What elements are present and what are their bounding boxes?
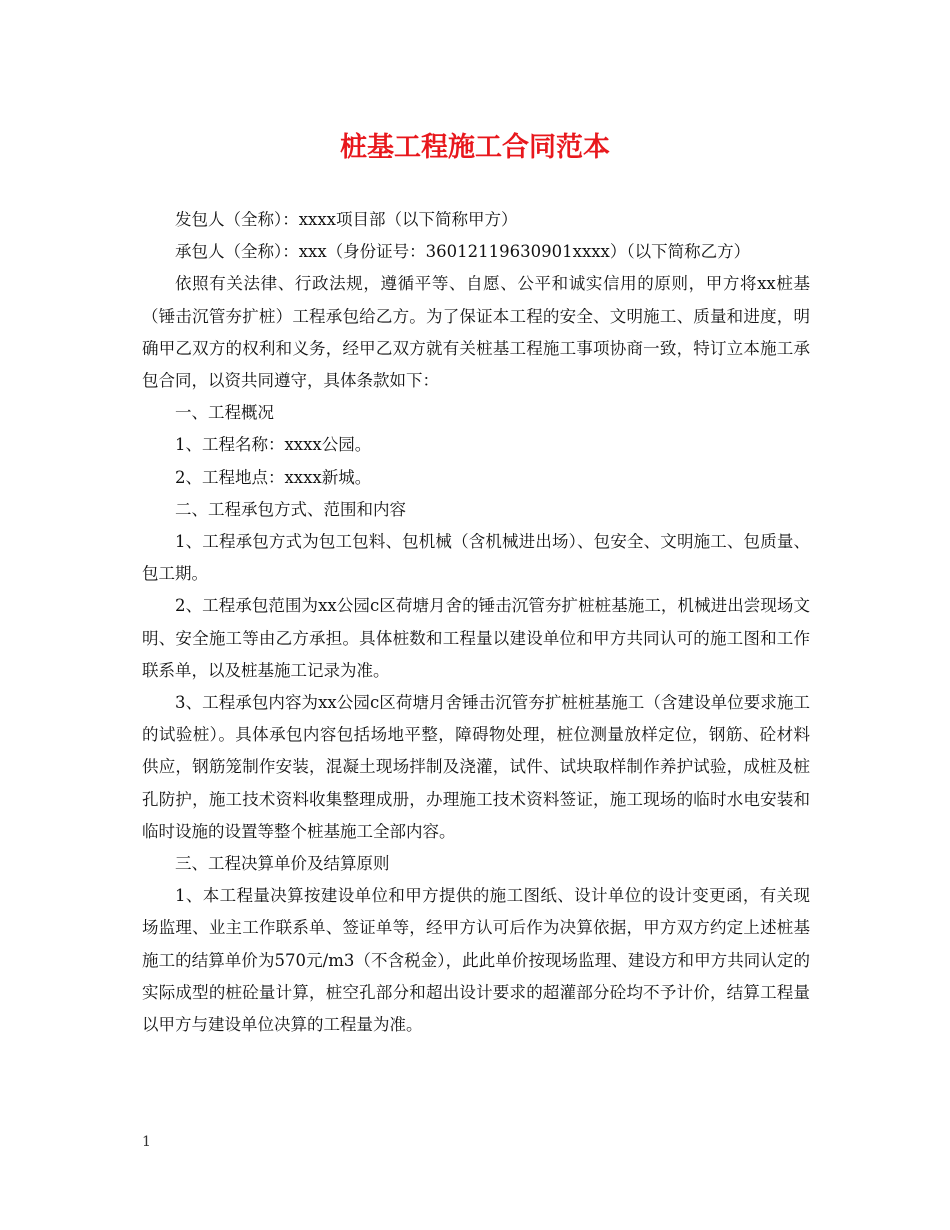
page-number: 1 bbox=[142, 1134, 151, 1150]
paragraph-project-name: 1、工程名称：xxxx公园。 bbox=[175, 435, 372, 455]
paragraph-contract-range: 2、工程承包范围为xx公园c区荷塘月舍的锤击沉管夯扩桩桩基施工，机械进出尝现场文明、安全施工等由乙方承担。具体桩数和工程量以建设单位和甲方共同认可的施工图和工作联系单，以及桩基施工记录为准。 bbox=[142, 596, 810, 680]
paragraph-preamble: 依照有关法律、行政法规，遵循平等、自愿、公平和诚实信用的原则，甲方将xx桩基（锤击沉管夯扩桩）工程承包给乙方。为了保证本工程的安全、文明施工、质量和进度，明确甲乙双方的权利和义务，经甲乙双方就有关桩基工程施工事项协商一致，特订立本施工承包合同，以资共同遵守，具体条款如下： bbox=[142, 274, 810, 391]
section-heading-scope: 二、工程承包方式、范围和内容 bbox=[175, 499, 406, 519]
paragraph-contract-content: 3、工程承包内容为xx公园c区荷塘月舍锤击沉管夯扩桩桩基施工（含建设单位要求施工的试验桩）。具体承包内容包括场地平整，障碍物处理，桩位测量放样定位，钢筋、砼材料供应，钢筋笼制作安装，混凝土现场拌制及浇灌，试件、试块取样制作养护试验，成桩及桩孔防护，施工技术资料收集整理成册，办理施工技术资料签证，施工现场的临时水电安装和临时设施的设置等整个桩基施工全部内容。 bbox=[142, 693, 810, 841]
paragraph-contract-method: 1、工程承包方式为包工包料、包机械（含机械进出场）、包安全、文明施工、包质量、包工期。 bbox=[142, 532, 810, 584]
paragraph-settlement-basis: 1、本工程量决算按建设单位和甲方提供的施工图纸、设计单位的设计变更函，有关现场监理、业主工作联系单、签证单等，经甲方认可后作为决算依据，甲方双方约定上述桩基施工的结算单价为570元/m3（不含税金），此此单价按现场监理、建设方和甲方共同认定的实际成型的桩砼量计算，桩空孔部分和超出设计要求的超灌部分砼均不予计价，结算工程量以甲方与建设单位决算的工程量为准。 bbox=[142, 886, 810, 1035]
paragraph-project-location: 2、工程地点：xxxx新城。 bbox=[175, 467, 372, 487]
paragraph-employer: 发包人（全称）：xxxx项目部（以下简称甲方） bbox=[175, 210, 518, 229]
paragraph-contractor: 承包人（全称）：xxx（身份证号：36012119630901xxxx）（以下简称乙方） bbox=[175, 242, 751, 262]
contract-body bbox=[142, 204, 810, 1041]
section-heading-settlement: 三、工程决算单价及结算原则 bbox=[175, 854, 390, 874]
document-title: 桩基工程施工合同范本 bbox=[340, 132, 610, 163]
section-heading-overview: 一、工程概况 bbox=[175, 403, 274, 423]
